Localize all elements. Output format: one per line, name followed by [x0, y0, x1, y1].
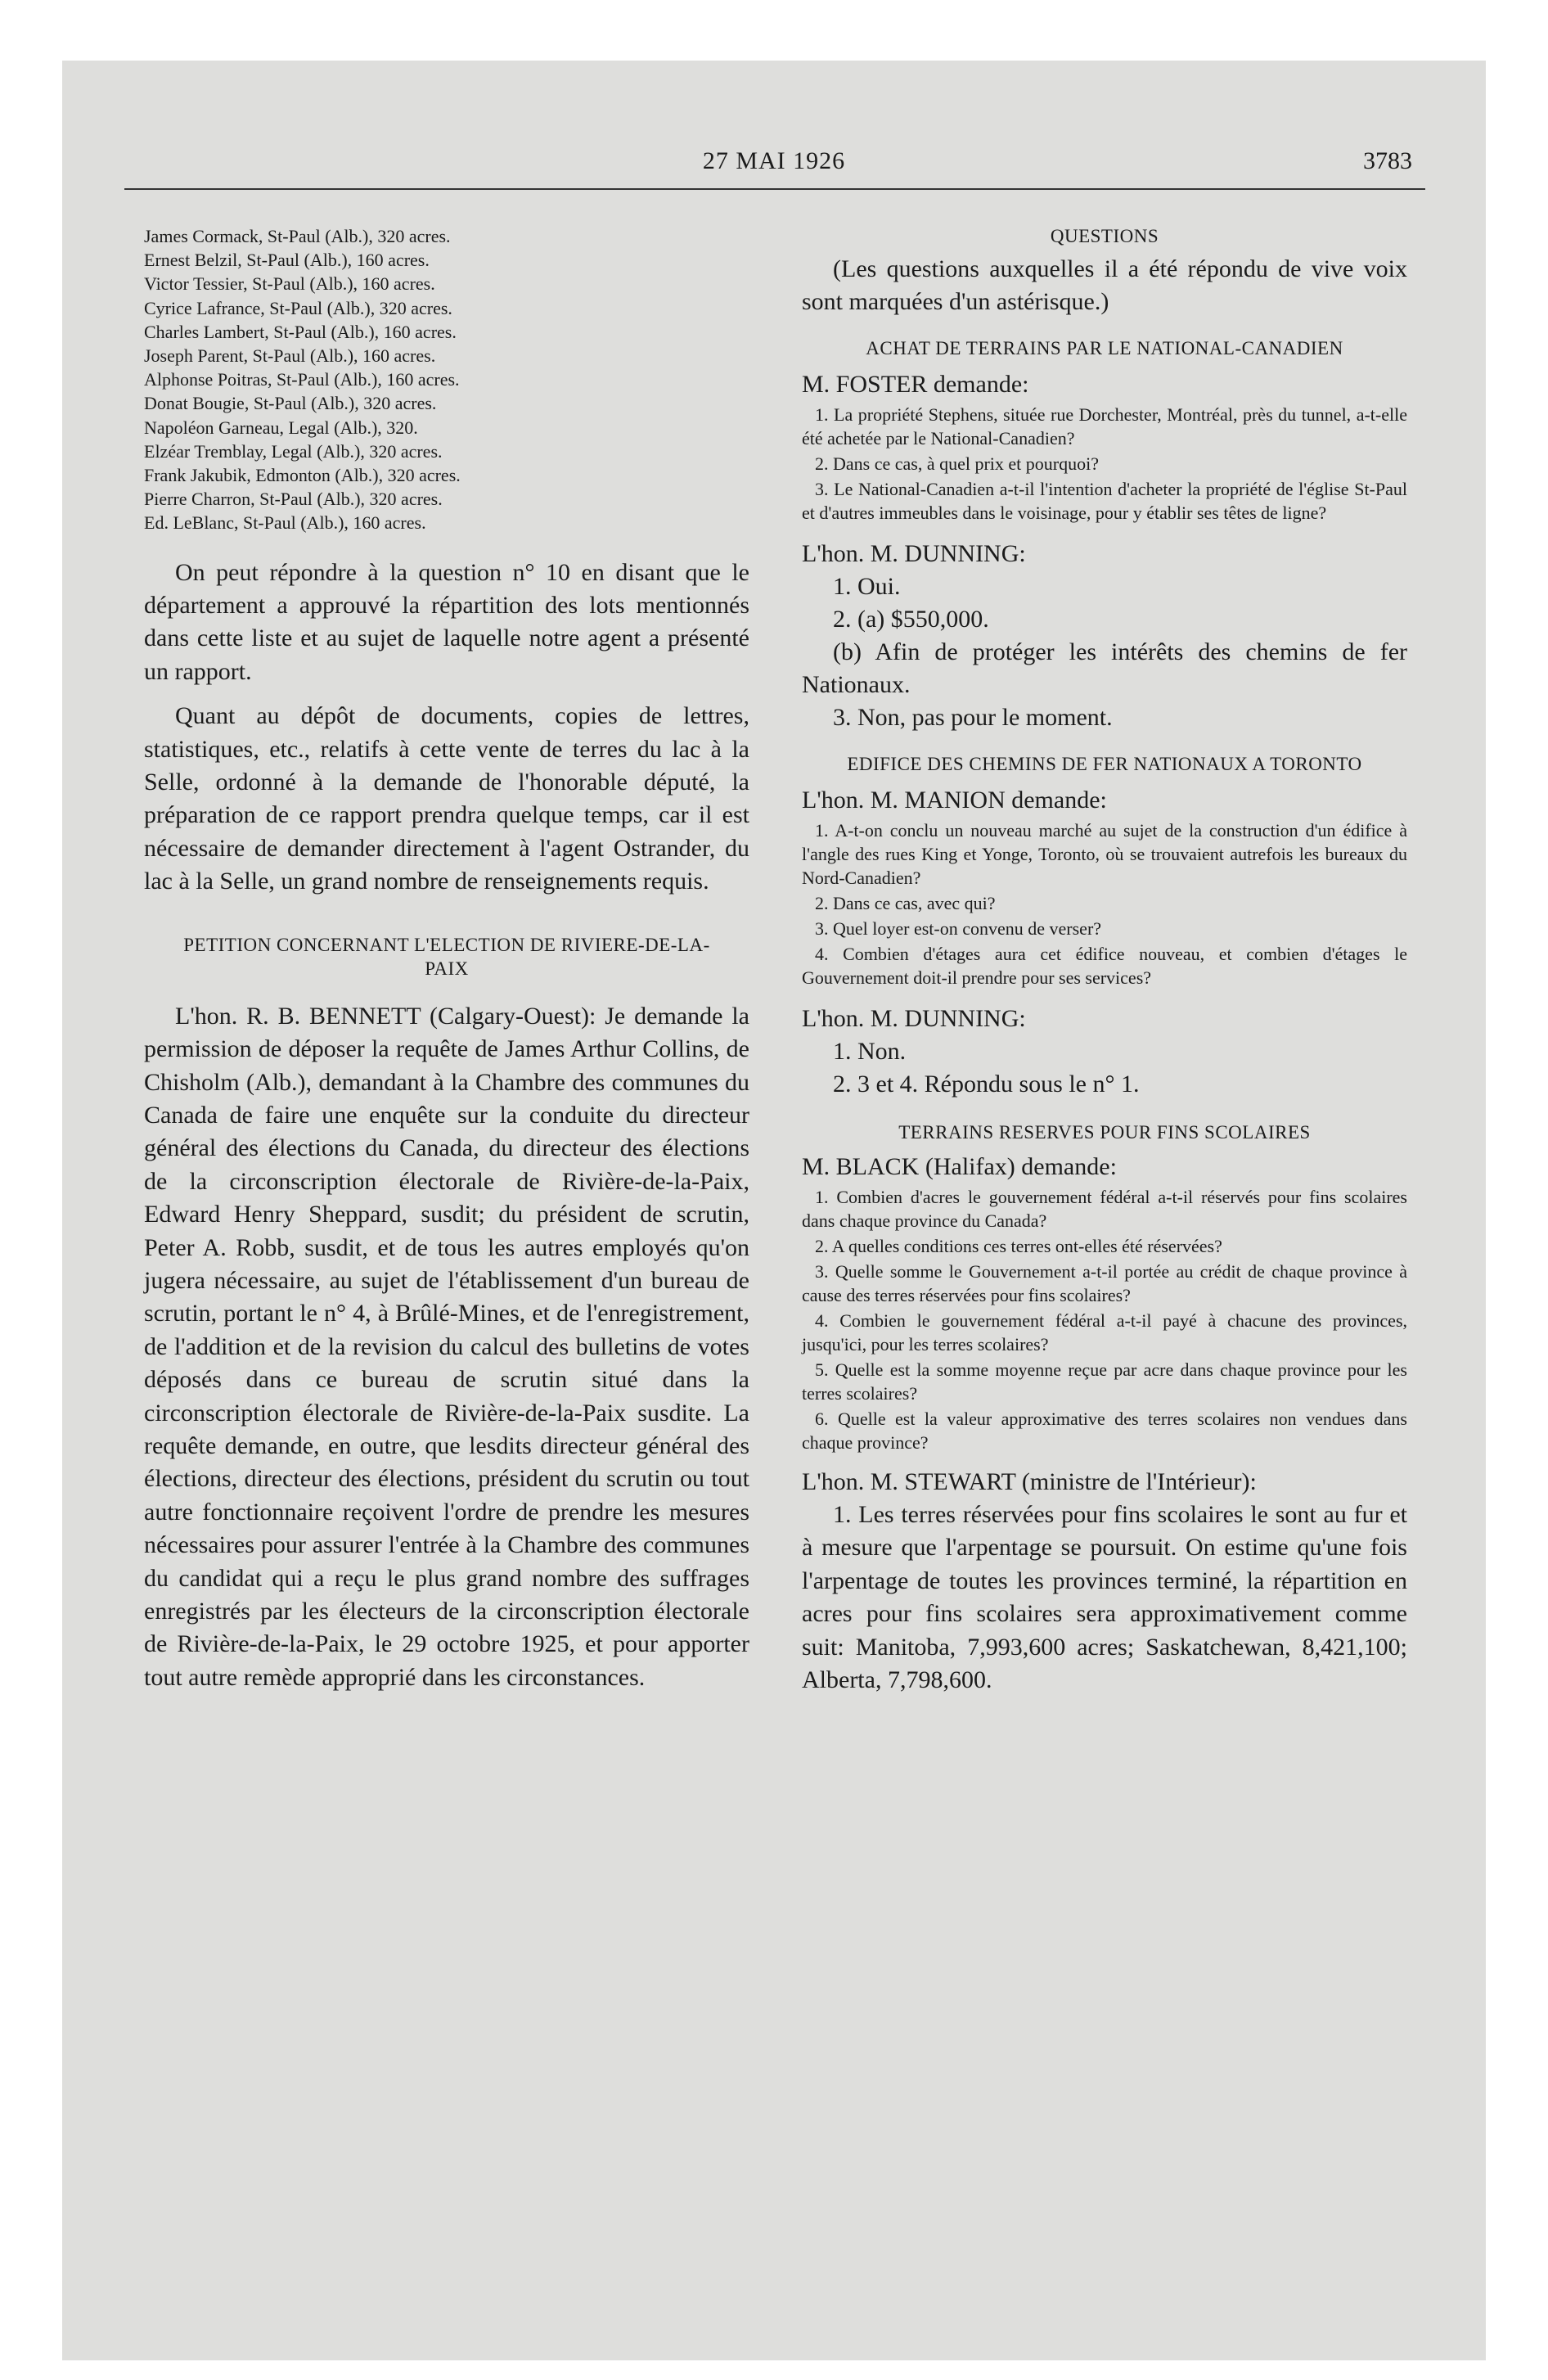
question-item: 4. Combien d'étages aura cet édifice nouveau, et combien d'étages le Gouvernement doit-il prendre pour ses services?	[802, 944, 1407, 988]
questions-manion	[802, 818, 1407, 989]
asker-black: M. BLACK (Halifax) demande:	[802, 1153, 1117, 1180]
list-item: Pierre Charron, St-Paul (Alb.), 320 acres.	[144, 489, 443, 510]
section-heading-toronto: EDIFICE DES CHEMINS DE FER NATIONAUX A TORONTO	[847, 754, 1362, 774]
question-item: 1. Combien d'acres le gouvernement fédéral a-t-il réservés pour fins scolaires dans chaque province du Canada?	[802, 1187, 1407, 1231]
question-item: 4. Combien le gouvernement fédéral a-t-il payé à chacune des provinces, jusqu'ici, pour les terres scolaires?	[802, 1310, 1407, 1355]
section-heading-school-lands: TERRAINS RESERVES POUR FINS SCOLAIRES	[898, 1122, 1311, 1143]
answer-item: 2. 3 et 4. Répondu sous le n° 1.	[833, 1071, 1140, 1098]
questions-foster	[802, 403, 1407, 525]
question-item: 6. Quelle est la valeur approximative des terres scolaires non vendues dans chaque province?	[802, 1409, 1407, 1453]
question-item: 5. Quelle est la somme moyenne reçue par acre dans chaque province pour les terres scolaires?	[802, 1359, 1407, 1404]
questions-black	[802, 1185, 1407, 1454]
right-column	[802, 224, 1407, 1697]
responder-stewart: L'hon. M. STEWART (ministre de l'Intérieur):	[802, 1468, 1257, 1495]
list-item: Cyrice Lafrance, St-Paul (Alb.), 320 acres.	[144, 297, 452, 318]
question-item: 1. La propriété Stephens, située rue Dorchester, Montréal, près du tunnel, a-t-elle été achetée par le National-Canadien?	[802, 404, 1407, 449]
land-allotment-list	[144, 224, 749, 535]
question-item: 2. Dans ce cas, à quel prix et pourquoi?	[815, 453, 1099, 474]
petition-text: L'hon. R. B. BENNETT (Calgary-Ouest): Je demande la permission de déposer la requête de James Arthur Collins, de Chisholm (Alb.), demandant à la Chambre des communes du Canada de faire une enquête sur la conduite du directeur général des élections du Canada, du directeur des élections de la circonscription électorale de Rivière-de-la-Paix, Edward Henry Sheppard, susdit; du président de scrutin, Peter A. Robb, susdit, et de tous les autres employés qu'on jugera nécessaire, au sujet de l'établissement d'un bureau de scrutin, portant le n° 4, à Brûlé-Mines, et de l'enregistrement, de l'addition et de la revision du calcul des bulletins de votes déposés dans ce bureau de scrutin situé dans la circonscription électorale de Rivière-de-la-Paix susdite. La requête demande, en outre, que lesdits directeur général des élections, directeur des élections, président du scrutin ou tout autre fonctionnaire reçoivent l'ordre de prendre les mesures nécessaires pour assurer l'entrée à la Chambre des communes du candidat qui a reçu le plus grand nombre des suffrages enregistrés par les électeurs de la circonscription électorale de Rivière-de-la-Paix, le 29 octobre 1925, et pour apporter tout autre remède approprié dans les circonstances.	[144, 1002, 749, 1691]
answer-item: 2. (a) $550,000.	[833, 606, 989, 633]
list-item: Elzéar Tremblay, Legal (Alb.), 320 acres.	[144, 440, 443, 462]
responder-dunning-2: L'hon. M. DUNNING:	[802, 1005, 1026, 1032]
list-item: Donat Bougie, St-Paul (Alb.), 320 acres.	[144, 393, 437, 414]
question-item: 3. Quelle somme le Gouvernement a-t-il portée au crédit de chaque province à cause des terres réservées pour fins scolaires?	[802, 1261, 1407, 1305]
list-item: Joseph Parent, St-Paul (Alb.), 160 acres.	[144, 345, 436, 367]
section-heading-national-canadien: ACHAT DE TERRAINS PAR LE NATIONAL-CANADIEN	[866, 338, 1343, 358]
answer-stewart: 1. Les terres réservées pour fins scolaires le sont au fur et à mesure que l'arpentage se poursuit. On estime qu'une fois l'arpentage de toutes les provinces terminé, la répartition en acres pour fins scolaires sera approximativement comme suit: Manitoba, 7,993,600 acres; Saskatchewan, 8,421,100; Alberta, 7,798,600.	[802, 1501, 1407, 1694]
answer-item: 3. Non, pas pour le moment.	[833, 704, 1113, 731]
list-item: Charles Lambert, St-Paul (Alb.), 160 acres.	[144, 321, 457, 342]
responder-dunning-1: L'hon. M. DUNNING:	[802, 540, 1026, 567]
asker-manion: L'hon. M. MANION demande:	[802, 787, 1107, 814]
answer-item: (b) Afin de protéger les intérêts des chemins de fer Nationaux.	[802, 638, 1407, 698]
petition-heading: PETITION CONCERNANT L'ELECTION DE RIVIERE-DE-LA-PAIX	[183, 934, 710, 979]
question-item: 2. A quelles conditions ces terres ont-elles été réservées?	[815, 1236, 1222, 1256]
list-item: Ernest Belzil, St-Paul (Alb.), 160 acres.	[144, 250, 430, 271]
answer-item: 1. Oui.	[833, 573, 901, 600]
left-column	[144, 224, 749, 1694]
question-item: 1. A-t-on conclu un nouveau marché au sujet de la construction d'un édifice à l'angle des rues King et Yonge, Toronto, où se trouvaient autrefois les bureaux du Nord-Canadien?	[802, 820, 1407, 888]
list-item: Frank Jakubik, Edmonton (Alb.), 320 acres.	[144, 465, 461, 486]
answer-paragraph-2: Quant au dépôt de documents, copies de lettres, statistiques, etc., relatifs à cette vente de terres du lac à la Selle, ordonné à la demande de l'honorable député, la préparation de ce rapport prendra quelque temps, car il est nécessaire de demander directement à l'agent Ostrander, du lac à la Selle, un grand nombre de renseignements requis.	[144, 702, 749, 895]
answer-item: 1. Non.	[833, 1038, 907, 1065]
question-item: 2. Dans ce cas, avec qui?	[815, 893, 996, 913]
list-item: James Cormack, St-Paul (Alb.), 320 acres.	[144, 226, 451, 246]
asker-foster: M. FOSTER demande:	[802, 371, 1029, 398]
questions-note: (Les questions auxquelles il a été répondu de vive voix sont marquées d'un astérisque.)	[802, 255, 1407, 315]
question-item: 3. Quel loyer est-on convenu de verser?	[815, 918, 1102, 939]
question-item: 3. Le National-Canadien a-t-il l'intention d'acheter la propriété de l'église St-Paul et d'autres immeubles dans le voisinage, pour y établir ses têtes de ligne?	[802, 479, 1407, 523]
page-sheet	[62, 61, 1486, 2360]
list-item: Napoléon Garneau, Legal (Alb.), 320.	[144, 417, 418, 438]
questions-title: QUESTIONS	[1050, 226, 1159, 246]
page-header	[62, 147, 1486, 180]
page-date: 27 MAI 1926	[702, 147, 846, 174]
header-rule	[124, 188, 1425, 190]
list-item: Ed. LeBlanc, St-Paul (Alb.), 160 acres.	[144, 512, 426, 534]
page-number: 3783	[1363, 147, 1412, 174]
list-item: Victor Tessier, St-Paul (Alb.), 160 acres.	[144, 273, 435, 295]
answer-paragraph-1: On peut répondre à la question n° 10 en disant que le département a approuvé la répartition des lots mentionnés dans cette liste et au sujet de laquelle notre agent a présenté un rapport.	[144, 558, 749, 685]
list-item: Alphonse Poitras, St-Paul (Alb.), 160 acres.	[144, 369, 460, 390]
